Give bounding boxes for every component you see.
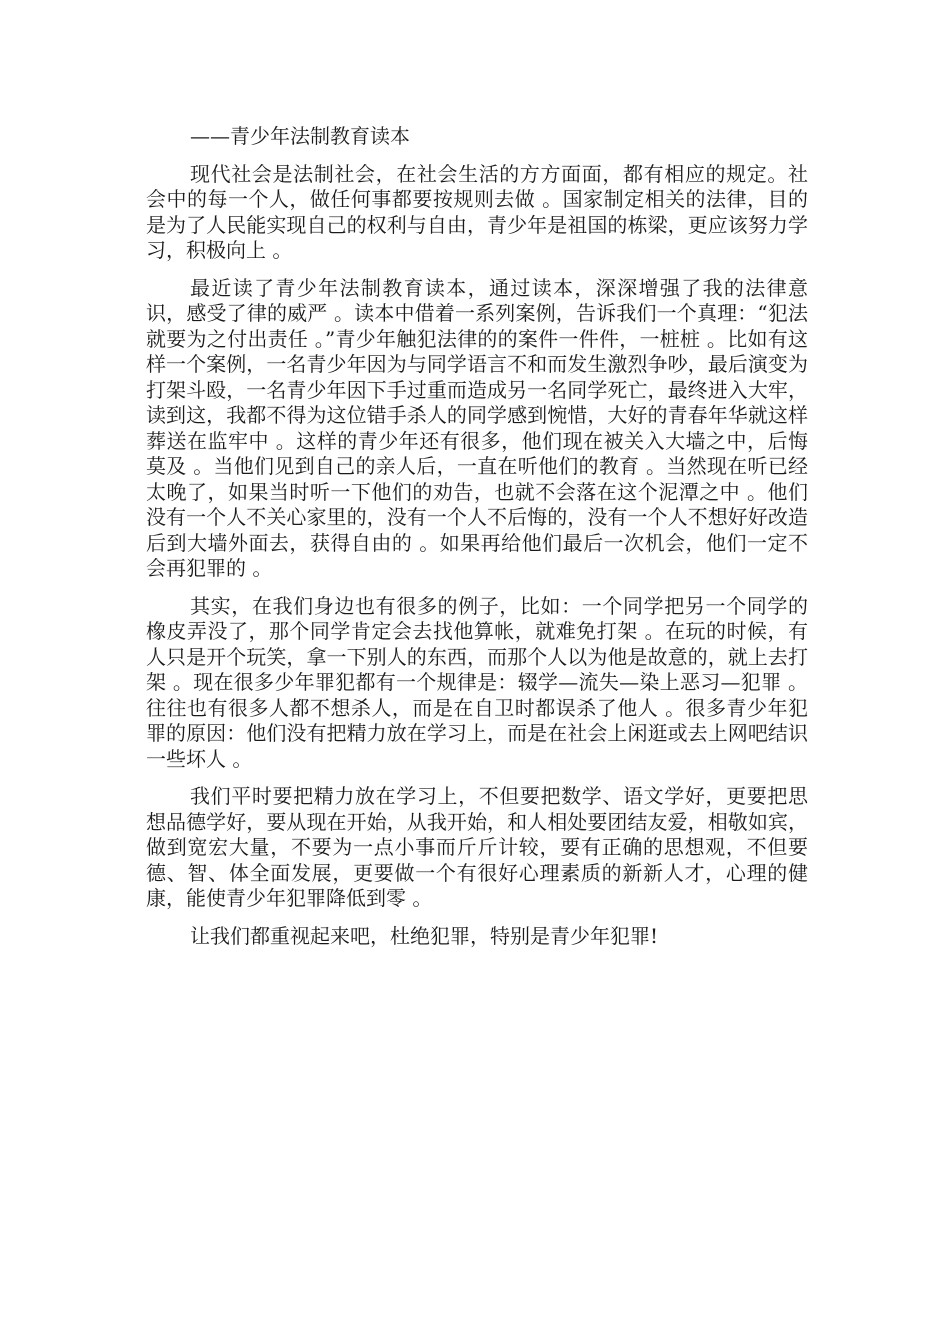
paragraph-advice: 我们平时要把精力放在学习上，不但要把数学、语文学好，更要把思想品德学好，要从现在开始，从我开始，和人相处要团结友爱，相敬如宾，做到宽宏大量，不要为一点小事而斤斤计较，要有正确的思想观，不但要德、智、体全面发展，更要做一个有很好心理素质的新新人才，心理的健康，能使青少年犯罪降低到零 。 <box>146 784 808 910</box>
paragraph-examples: 其实，在我们身边也有很多的例子，比如：一个同学把另一个同学的橡皮弄没了，那个同学肯定会去找他算帐，就难免打架 。在玩的时候，有人只是开个玩笑，拿一下别人的东西，而那个人以为他是故意的，就上去打架 。现在很多少年罪犯都有一个规律是：辍学—流失—染上恶习—犯罪 。往往也有很多人都不想杀人，而是在自卫时都误杀了他人 。很多青少年犯罪的原因：他们没有把精力放在学习上，而是在社会上闲逛或去上网吧结识一些坏人 。 <box>146 593 808 771</box>
document-subtitle: ——青少年法制教育读本 <box>190 124 410 148</box>
paragraph-conclusion: 让我们都重视起来吧，杜绝犯罪，特别是青少年犯罪! <box>190 923 659 948</box>
paragraph-intro: 现代社会是法制社会，在社会生活的方方面面，都有相应的规定。社会中的每一个人，做任何事都要按规则去做 。国家制定相关的法律，目的是为了人民能实现自己的权利与自由，青少年是祖国的栋梁，更应该努力学习，积极向上 。 <box>146 161 808 262</box>
paragraph-case-study: 最近读了青少年法制教育读本，通过读本，深深增强了我的法律意识，感受了律的威严 。读本中借着一系列案例，告诉我们一个真理：“犯法就要为之付出责任 。”青少年触犯法律的的案件一件件，一桩桩 。比如有这样一个案例，一名青少年因为与同学语言不和而发生激烈争吵，最后演变为打架斗殴，一名青少年因下手过重而造成另一名同学死亡，最终进入大牢，读到这，我都不得为这位错手杀人的同学感到惋惜，大好的青春年华就这样葬送在监牢中 。这样的青少年还有很多，他们现在被关入大墙之中，后悔莫及 。当他们见到自己的亲人后，一直在听他们的教育 。当然现在听已经太晚了，如果当时听一下他们的劝告，也就不会落在这个泥潭之中 。他们没有一个人不关心家里的，没有一个人不后悔的，没有一个人不想好好改造后到大墙外面去，获得自由的 。如果再给他们最后一次机会，他们一定不会再犯罪的 。 <box>146 275 808 580</box>
document-body <box>146 124 808 961</box>
